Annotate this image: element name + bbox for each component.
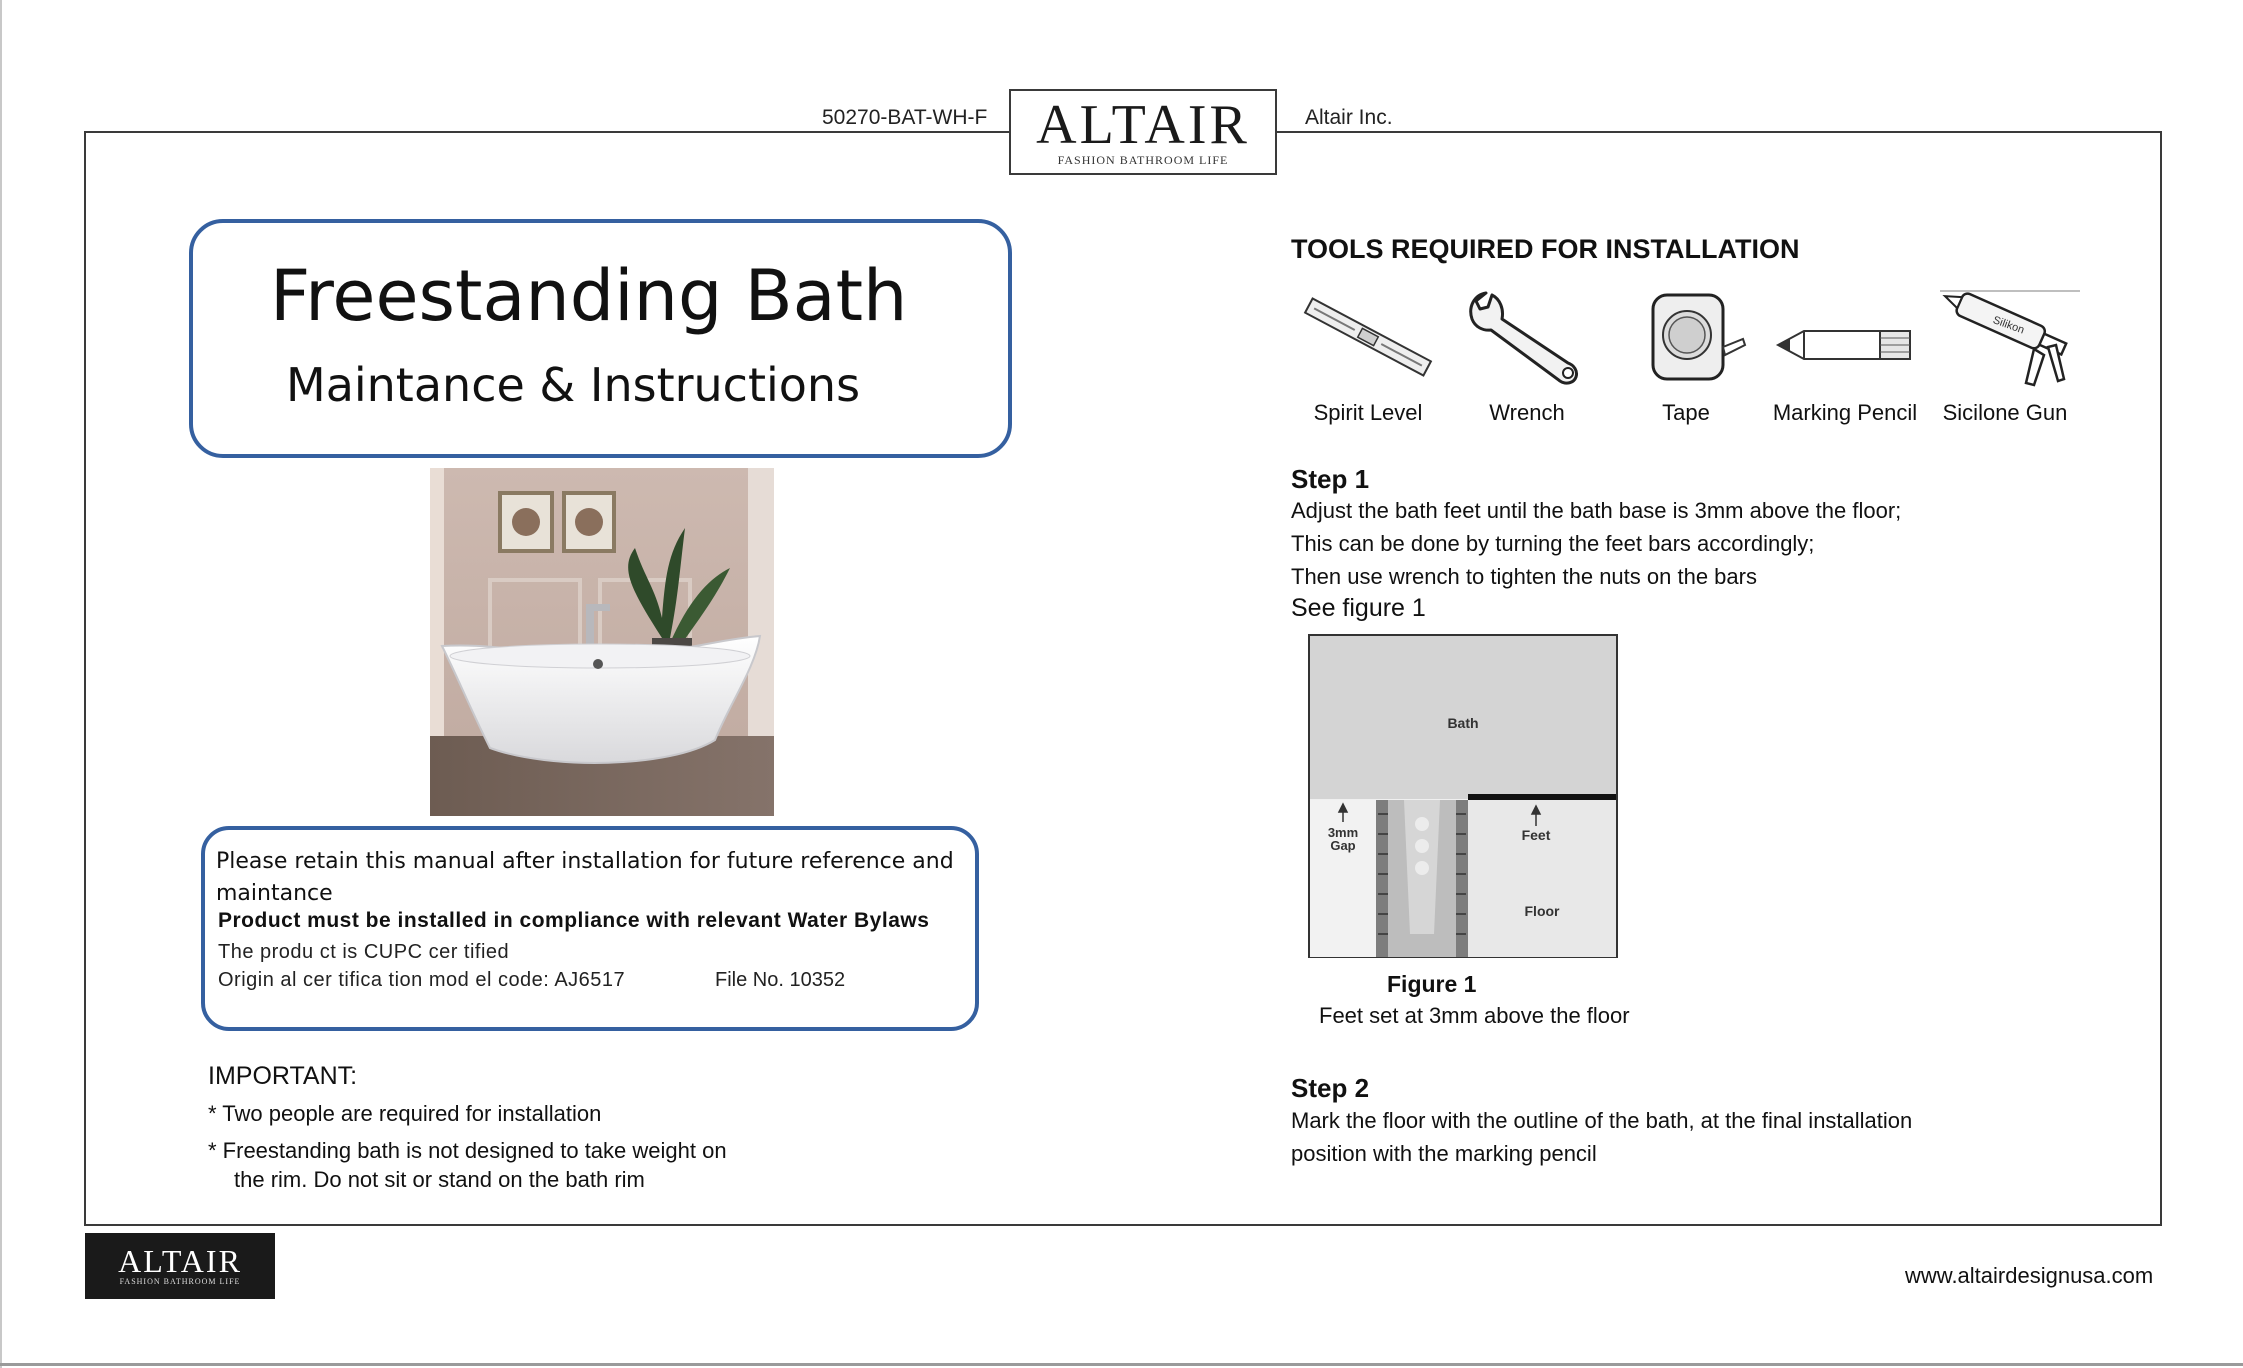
wrench-icon — [1452, 285, 1602, 390]
step-1-heading: Step 1 — [1291, 464, 1370, 494]
step-1-line: Then use wrench to tighten the nuts on the bars — [1291, 564, 1757, 589]
important-item-2: * Freestanding bath is not designed to take weight on — [208, 1138, 727, 1163]
retain-manual-notice: Please retain this manual after installation for future reference and maintance — [216, 849, 954, 906]
step-1-line: Adjust the bath feet until the bath base is 3mm above the floor; — [1291, 498, 1902, 523]
bathtub-photo — [430, 468, 774, 816]
header-logo-wordmark: ALTAIR — [1036, 94, 1250, 156]
tool-label: Spirit Level — [1313, 400, 1423, 425]
cupc-certified-text: The produ ct is CUPC cer tified — [218, 941, 510, 963]
step-2-text — [1291, 1104, 2151, 1170]
silicone-gun-icon — [1930, 285, 2080, 390]
figure-caption: Figure 1 — [1387, 971, 1477, 997]
tool-marking-pencil — [1765, 285, 1925, 426]
tool-spirit-level — [1288, 285, 1448, 426]
website-url: www.altairdesignusa.com — [1905, 1263, 2154, 1288]
tool-label: Marking Pencil — [1772, 400, 1918, 425]
page-bottom-edge — [0, 1363, 2243, 1366]
figure-label-bath: Bath — [1447, 715, 1479, 731]
step-1-text — [1291, 494, 2191, 593]
step-2-line: position with the marking pencil — [1291, 1141, 1597, 1166]
document-subtitle: Maintance & Instructions — [286, 358, 861, 412]
tool-label: Wrench — [1489, 400, 1565, 425]
figure-label-floor: Floor — [1524, 903, 1560, 919]
tools-heading: TOOLS REQUIRED FOR INSTALLATION — [1291, 234, 1800, 264]
figure-label-gap-2: Gap — [1330, 838, 1356, 853]
document-title: Freestanding Bath — [270, 255, 908, 337]
important-heading: IMPORTANT: — [208, 1062, 358, 1090]
figure-label-feet: Feet — [1521, 827, 1551, 843]
step-2-heading: Step 2 — [1291, 1073, 1370, 1103]
certification-model-code: Origin al cer tifica tion mod el code: AJ6517 — [218, 969, 626, 991]
model-code: 50270-BAT-WH-F — [822, 106, 988, 129]
pencil-icon — [1770, 285, 1920, 390]
tape-measure-icon — [1611, 285, 1761, 390]
important-item-1: * Two people are required for installation — [208, 1101, 602, 1126]
svg-text:Silikon: Silikon — [1991, 314, 2026, 337]
figure-1-diagram — [1308, 634, 1618, 959]
spirit-level-icon — [1293, 285, 1443, 390]
company-name: Altair Inc. — [1305, 106, 1393, 129]
important-item-2-continued: the rim. Do not sit or stand on the bath rim — [234, 1167, 645, 1192]
tool-label: Tape — [1662, 400, 1710, 425]
compliance-notice: Product must be installed in compliance with relevant Water Bylaws — [218, 909, 930, 932]
step-1-line: This can be done by turning the feet bars accordingly; — [1291, 531, 1815, 556]
tool-silicone-gun — [1925, 285, 2085, 426]
file-number: File No. 10352 — [715, 969, 846, 991]
tool-tape — [1606, 285, 1766, 426]
figure-note: Feet set at 3mm above the floor — [1319, 1003, 1630, 1028]
page-left-edge — [0, 0, 2, 1368]
footer-logo-wordmark: ALTAIR — [118, 1243, 242, 1279]
step-2-line: Mark the floor with the outline of the bath, at the final installation — [1291, 1108, 1913, 1133]
header-logo-tagline: FASHION BATHROOM LIFE — [1057, 153, 1229, 167]
see-figure-text: See figure 1 — [1291, 594, 1426, 622]
footer-logo-tagline: FASHION BATHROOM LIFE — [119, 1277, 241, 1286]
tool-wrench — [1447, 285, 1607, 426]
tool-label: Sicilone Gun — [1942, 400, 2068, 425]
footer-logo — [85, 1233, 275, 1299]
figure-label-gap-1: 3mm — [1327, 825, 1359, 840]
header-logo — [1009, 89, 1277, 175]
